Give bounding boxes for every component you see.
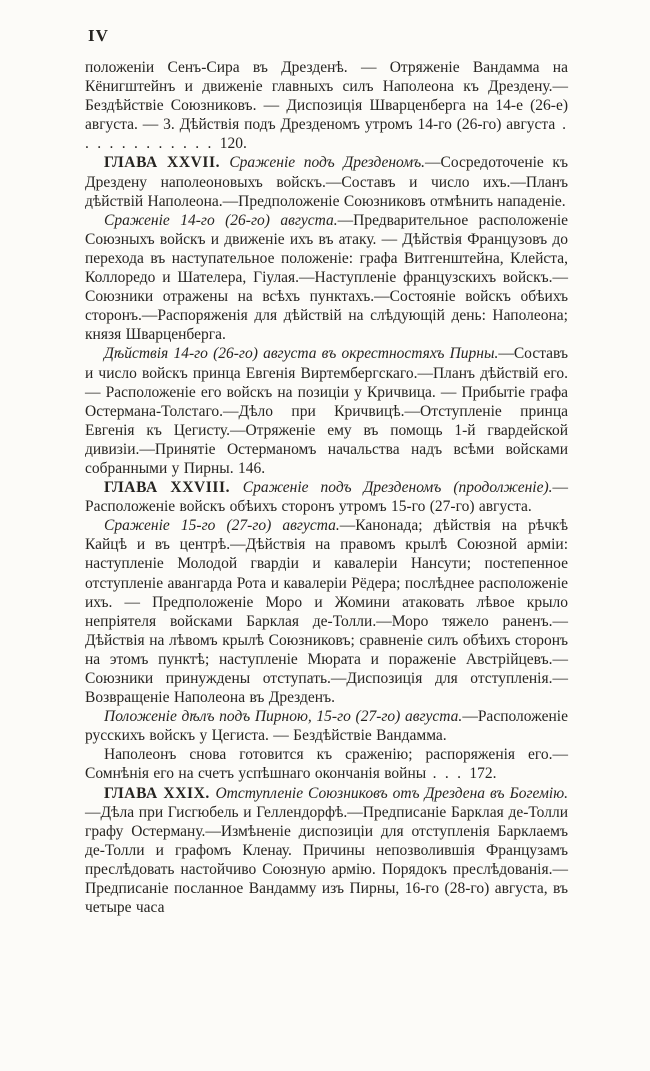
toc-entry	[85, 707, 568, 745]
toc-entry	[85, 784, 568, 918]
entry-text: —Канонада; дѣйствія на рѣчкѣ Кайцѣ и въ центрѣ.—Дѣйствія на правомъ крылѣ Союзной арміи: наступленіе Молодой гвардіи и кавалеріи Нансути; постепенное отступленіе авангарда Рота и кавалеріи Рёдера; послѣднее расположеніе ихъ. — Предположеніе Моро и Жомини атаковать лѣвое крыло непріятеля войсками Барклая де-Толли.—Моро тяжело раненъ.—Дѣйствія на лѣвомъ крылѣ Союзниковъ; сравненіе силъ обѣихъ сторонъ на этомъ пунктѣ; наступленіе Мюрата и пораженіе Австрійцевъ.—Союзники принуждены отступать.—Диспозиція для отступленія.—Возвращеніе Наполеона въ Дрезденъ.	[85, 517, 568, 707]
page-number: IV	[88, 26, 109, 45]
table-of-contents	[85, 58, 568, 917]
entry-text: положеніи Сенъ-Сира въ Дрезденѣ. — Отряженіе Вандамма на Кёнигштейнъ и движеніе главныхъ силъ Наполеона къ Дрездену.—Бездѣйствіе Союзниковъ. — Диспозиція Шварценберга на 14-е (26-е) августа. — 3. Дѣйствія подъ Дрезденомъ утромъ 14-го (26-го) августа	[85, 59, 568, 134]
page-ref: 146.	[233, 459, 266, 477]
entry-title: Сраженіе подъ Дрезденомъ.	[229, 154, 426, 172]
entry-text: —Составъ и число войскъ принца Евгенія Виртембергскаго.—Планъ дѣйствій его. — Расположеніе его войскъ на позиціи у Кричвица. — Прибытіе графа Остермана-Толстаго.—Дѣло при Кричвицѣ.—Отступленіе принца Евгенія къ Цегисту.—Отряженіе ему въ помощь 1-й гвардейской дивизіи.—Принятіе Остерманомъ начальства надъ всѣми войсками собранными у Пирны.	[85, 345, 568, 477]
entry-title: Сраженіе 15-го (27-го) августа.	[104, 517, 340, 535]
entry-title: Сраженіе подъ Дрезденомъ (продолженіе).	[242, 479, 553, 497]
page-ref: 120.	[219, 135, 247, 153]
chapter-label: ГЛАВА XXVIII.	[104, 479, 243, 497]
toc-entry	[85, 58, 568, 153]
entry-text: —Сосредоточеніе къ Дрездену наполеоновыхъ войскъ.—Составъ и число ихъ.—Планъ дѣйствій Наполеона.—Предположеніе Союзниковъ отмѣнить нападеніе.	[85, 154, 568, 210]
chapter-label: ГЛАВА XXVII.	[104, 154, 230, 172]
page-ref: 172.	[469, 765, 497, 783]
entry-text: —Расположеніе русскихъ войскъ у Цегиста. — Бездѣйствіе Вандамма.	[85, 708, 568, 745]
toc-entry	[85, 478, 568, 516]
entry-title: Дѣйствія 14-го (26-го) августа въ окрестностяхъ Пирны.	[104, 345, 499, 363]
entry-text: —Расположеніе войскъ обѣихъ сторонъ утромъ 15-го (27-го) августа.	[85, 479, 568, 516]
toc-entry	[85, 745, 568, 783]
toc-entry	[85, 153, 568, 210]
toc-entry	[85, 516, 568, 707]
entry-text: —Предварительное расположеніе Союзныхъ войскъ и движеніе ихъ въ атаку. — Дѣйствія Французовъ до перехода въ наступательное положеніе: графа Витгенштейна, Клейста, Коллоредо и Шателера, Гіулая.—Наступленіе французскихъ войскъ.—Союзники отражены на всѣхъ пунктахъ.—Состояніе войскъ обѣихъ сторонъ.—Распоряженія для дѣйствій на слѣдующій день: Наполеона; князя Шварценберга.	[85, 211, 568, 344]
toc-entry	[85, 211, 568, 345]
toc-entry	[85, 344, 568, 478]
entry-text: Наполеонъ снова готовится къ сраженію; распоряженія его.—Сомнѣнія его на счетъ успѣшнаго окончанія войны	[85, 746, 568, 783]
entry-title: Положеніе дѣлъ подъ Пирною, 15-го (27-го) августа.	[104, 708, 463, 726]
dot-leaders: . . .	[426, 765, 470, 783]
entry-text: —Дѣла при Гисгюбель и Геллендорфѣ.—Предписаніе Барклая де-Толли графу Остерману.—Измѣненіе диспозиціи для отступленія Барклаемъ де-Толли и графомъ Кленау. Причины непозволившія Французамъ преслѣдовать настойчиво Союзную армію. Порядокъ преслѣдованія.—Предписаніе посланное Вандамму изъ Пирны, 16-го (28-го) августа, въ четыре часа	[85, 803, 568, 917]
dot-leaders: . . . . . . . . . . . .	[85, 116, 569, 153]
entry-title: Отступленіе Союзниковъ отъ Дрездена въ Богемію.	[215, 784, 568, 802]
chapter-label: ГЛАВА XXIX.	[104, 784, 216, 802]
entry-title: Сраженіе 14-го (26-го) августа.	[104, 211, 338, 229]
